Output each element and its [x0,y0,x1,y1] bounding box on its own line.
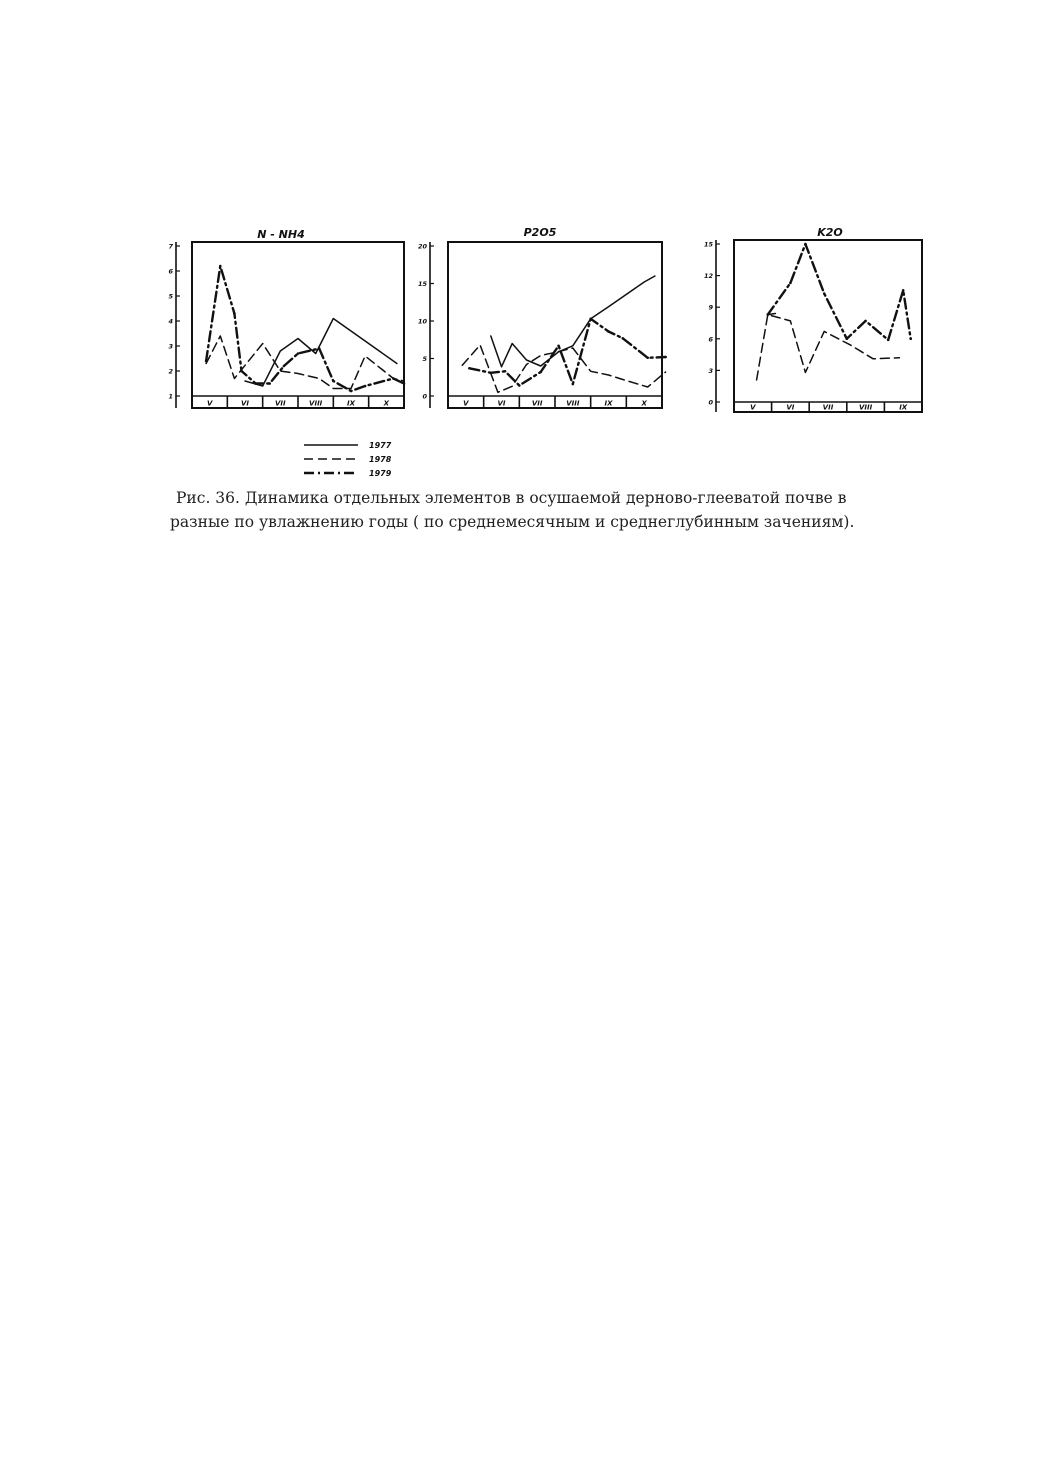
series-1979-point [887,339,890,342]
legend-label-1979: 1979 [369,469,392,478]
x-tick-label: IX [604,399,613,408]
x-tick-label: VII [275,399,286,408]
series-1979-point [646,356,649,359]
caption-line-1: Рис. 36. Динамика отдельных элементов в осушаемой дерново-глееватой почве в [176,489,847,507]
y-tick-label: 12 [703,272,713,281]
series-1979-point [846,338,849,341]
series-1979-point [767,313,770,316]
x-tick-label: VIII [309,399,323,408]
series-1979-point [490,371,493,374]
series-1979-point [350,390,353,393]
series-1979-point [909,338,912,341]
series-1979-point [205,360,208,363]
series-1979-point [539,371,542,374]
legend-label-1977: 1977 [369,441,392,450]
chart-3 [704,226,922,412]
series-1979-point [364,385,367,388]
series-1979-point [283,365,286,368]
y-tick-label: 3 [708,366,713,375]
y-tick-label: 15 [417,280,427,288]
x-tick-label: X [383,399,390,408]
series-1978-line [462,345,665,392]
figure-caption [160,486,960,534]
y-tick-label: 2 [168,367,173,376]
x-tick-label: IX [899,403,908,412]
y-tick-label: 5 [422,355,427,363]
y-tick-label: 0 [422,392,427,401]
y-tick-label: 15 [703,240,713,249]
series-1979-line [768,244,911,340]
y-tick-label: 5 [168,292,173,301]
series-1979-point [468,367,471,370]
x-tick-label: VIII [858,403,873,412]
plot-frame [192,242,404,408]
legend-label-1978: 1978 [369,455,392,464]
y-tick-label: 10 [417,317,427,326]
plot-frame [448,242,662,408]
legend [304,441,392,478]
series-1979-point [902,289,905,292]
y-tick-label: 1 [168,392,173,401]
y-tick-label: 6 [708,335,713,344]
series-1979-point [254,382,257,385]
chart-title: P2O5 [523,226,557,239]
chart-title: N - NH4 [257,228,305,241]
series-1979-point [621,337,624,340]
chart-title: K2O [817,226,843,239]
x-tick-label: IX [346,399,356,408]
series-1979-line [206,266,404,391]
x-tick-label: VI [786,403,795,412]
series-1979-point [864,320,867,323]
figure [0,0,1040,480]
x-tick-label: VII [531,399,543,408]
series-1979-point [804,243,807,246]
caption-line-2: разные по увлажнению годы ( по среднемесячным и среднеглубинным зачениям). [170,513,855,531]
series-1979-point [607,330,610,333]
series-1977-line [491,276,655,367]
series-1979-point [572,383,575,386]
chart-2 [418,226,667,408]
y-tick-label: 3 [168,342,173,351]
y-tick-label: 9 [708,303,713,312]
plot-frame [734,240,922,412]
series-1979-point [297,352,300,355]
x-tick-label: V [463,399,469,408]
y-tick-label: 6 [168,267,173,276]
series-1979-point [504,370,507,373]
y-tick-label: 0 [708,398,713,407]
x-tick-label: X [641,399,647,408]
series-1979-point [789,282,792,285]
series-1979-point [268,382,271,385]
series-1979-point [589,317,592,320]
series-1979-point [240,370,243,373]
series-1979-point [403,382,406,385]
series-1979-point [823,292,826,295]
series-1979-line [469,319,665,386]
x-tick-label: VI [240,399,250,408]
x-tick-label: VIII [566,399,580,408]
x-tick-label: VI [497,399,506,408]
x-tick-label: V [750,403,756,412]
series-1979-point [557,344,560,347]
series-1979-point [392,377,395,380]
series-1979-point [332,380,335,383]
series-1979-point [219,265,222,268]
series-1979-point [318,347,321,350]
x-tick-label: VII [822,403,834,412]
series-1979-point [664,356,667,359]
series-1979-point [233,312,236,315]
series-1978-line [757,315,900,380]
x-tick-label: V [206,399,213,408]
y-tick-label: 20 [417,242,427,251]
y-tick-label: 4 [168,317,173,326]
series-1979-point [518,384,521,387]
y-tick-label: 7 [168,242,173,251]
chart-1 [168,228,405,408]
